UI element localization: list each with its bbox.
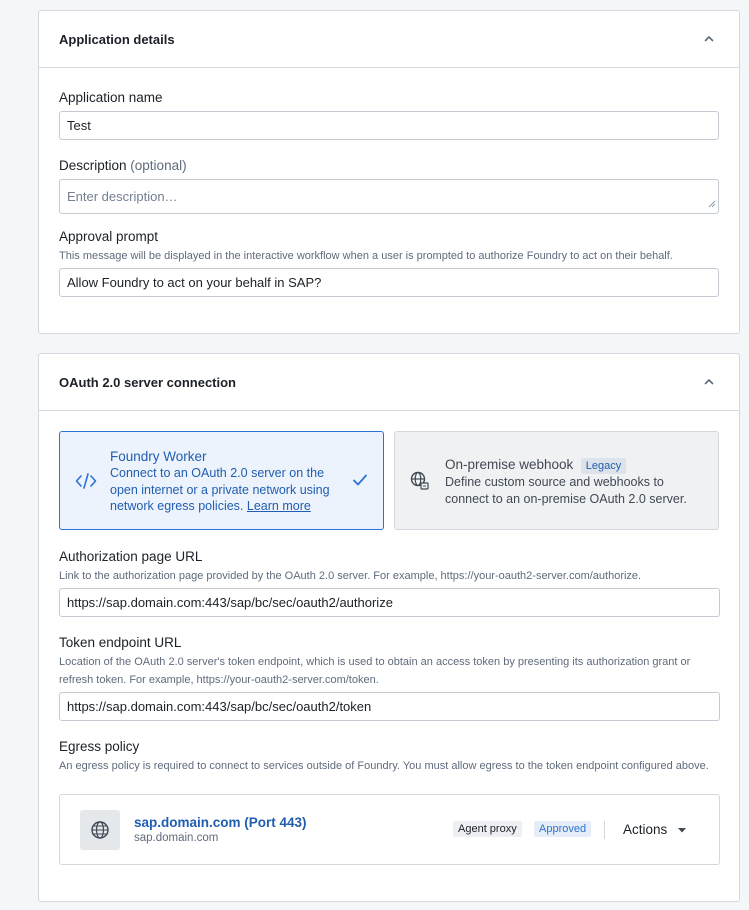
egress-policy-name[interactable]: sap.domain.com (Port 443) (134, 815, 307, 830)
description-textarea[interactable] (59, 179, 719, 214)
on-premise-webhook-heading (445, 456, 705, 474)
application-name-label: Application name (59, 90, 163, 105)
egress-policy-helper: An egress policy is required to connect to services outside of Foundry. You must allow egress to the token endpoint configured above. (59, 760, 709, 772)
application-name-value: Test (67, 118, 91, 133)
on-premise-webhook-title: On-premise webhook (445, 457, 574, 472)
token-url-value: https://sap.domain.com:443/sap/bc/sec/oauth2/token (67, 699, 372, 714)
oauth-connection-title: OAuth 2.0 server connection (59, 374, 236, 390)
application-details-card (38, 10, 740, 334)
chevron-up-icon[interactable] (699, 29, 719, 49)
authorization-url-value: https://sap.domain.com:443/sap/bc/sec/oauth2/authorize (67, 595, 393, 610)
description-optional-text: (optional) (130, 158, 187, 173)
application-details-header[interactable] (39, 11, 739, 68)
resize-handle-icon[interactable] (707, 196, 716, 211)
application-name-input[interactable] (59, 111, 719, 140)
token-url-input[interactable] (59, 692, 720, 721)
chevron-up-icon[interactable] (699, 372, 719, 392)
legacy-tag: Legacy (581, 458, 626, 474)
description-label-text: Description (59, 158, 127, 173)
application-details-title: Application details (59, 31, 175, 47)
token-url-helper: Location of the OAuth 2.0 server's token endpoint, which is used to obtain an access token by presenting its authorization grant or refresh token. For example, https://your-oauth2-server.com/token. (59, 656, 691, 686)
foundry-worker-description (110, 465, 355, 515)
globe-icon (80, 810, 120, 850)
learn-more-link[interactable]: Learn more (246, 499, 311, 513)
caret-down-icon (677, 826, 687, 834)
oauth-connection-header[interactable] (39, 354, 739, 411)
divider (604, 821, 605, 839)
egress-policy-host: sap.domain.com (134, 832, 219, 844)
egress-policy-row (59, 794, 720, 865)
description-label (59, 158, 719, 174)
approval-prompt-input[interactable] (59, 268, 719, 297)
oauth-connection-card (38, 353, 740, 902)
checkmark-icon (352, 473, 368, 492)
foundry-worker-description-text: Connect to an OAuth 2.0 server on the open internet or a private network using network egress policies. (110, 466, 330, 513)
actions-label: Actions (623, 822, 668, 837)
foundry-worker-option[interactable] (59, 431, 384, 530)
authorization-url-input[interactable] (59, 588, 720, 617)
approval-prompt-value: Allow Foundry to act on your behalf in SAP? (67, 275, 322, 290)
code-icon (75, 472, 97, 495)
foundry-worker-title: Foundry Worker (110, 449, 207, 464)
on-premise-webhook-option[interactable] (394, 431, 719, 530)
description-placeholder: Enter description… (67, 189, 178, 204)
approved-tag: Approved (534, 821, 591, 837)
authorization-url-label: Authorization page URL (59, 549, 203, 564)
approval-prompt-label: Approval prompt (59, 229, 159, 244)
actions-dropdown[interactable] (623, 822, 687, 837)
authorization-url-helper: Link to the authorization page provided by the OAuth 2.0 server. For example, https://your-oauth2-server.com/authorize. (59, 570, 642, 582)
token-url-label: Token endpoint URL (59, 635, 182, 650)
approval-prompt-helper: This message will be displayed in the interactive workflow when a user is prompted to authorize Foundry to act on their behalf. (59, 250, 673, 262)
globe-network-icon (410, 471, 430, 496)
agent-proxy-tag: Agent proxy (453, 821, 522, 837)
egress-policy-label: Egress policy (59, 739, 140, 754)
on-premise-webhook-description: Define custom source and webhooks to connect to an on-premise OAuth 2.0 server. (445, 475, 687, 506)
